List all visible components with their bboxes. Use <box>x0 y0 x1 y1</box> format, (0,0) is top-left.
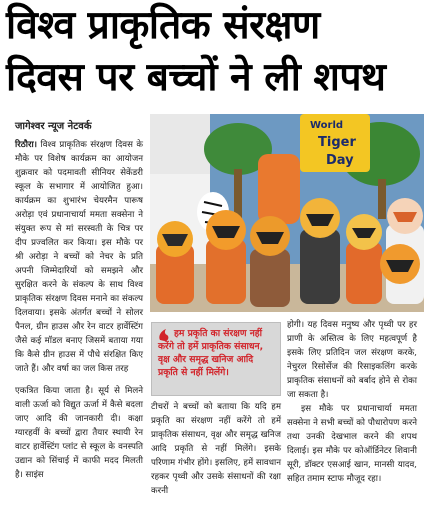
headline <box>6 0 420 104</box>
banner-text-2: Tiger <box>318 135 356 150</box>
article-column-3-para-1: होगी। यह दिवस मनुष्य और पृथ्वी पर हर प्राणी के अस्तित्व के लिए महत्वपूर्ण है इसके लिए प्रतिदिन जल संरक्षण करके, नेचुरल रिसोर्सेज की रिसाइकलिंग करके प्राकृतिक संसाधनों को बर्बाद होने से रोका जा सकता है। <box>287 320 417 400</box>
pull-quote-text: हम प्रकृति का संरक्षण नहीं करेंगे तो हमें प्राकृतिक संसाधन, वृक्ष और समृद्ध खनिज आदि प्रकृति से नहीं मिलेंगे। <box>158 328 264 378</box>
article-column-2: टीचरों ने बच्चों को बताया कि यदि हम प्रकृति का संरक्षण नहीं करेंगे तो हमें प्राकृतिक संसाधन, वृक्ष और समृद्ध खनिज आदि प्रकृति से नहीं मिलेंगे। इसके परिणाम गंभीर होंगे। इसलिए, हमें सावधान रहकर पृथ्वी और उसके संसाधनों की रक्षा करनी <box>151 402 281 496</box>
dateline: रिठौरा। <box>15 140 37 150</box>
banner-text-3: Day <box>326 153 354 168</box>
byline: जागेश्वर न्यूज नेटवर्क <box>15 121 92 132</box>
photo-illustration <box>150 114 424 312</box>
banner-text-1: World <box>310 120 344 131</box>
quote-mark-icon <box>157 328 171 342</box>
headline-line-2: दिवस पर बच्चों ने ली शपथ <box>6 55 386 100</box>
article-column-3 <box>287 318 417 486</box>
article-photo <box>150 114 424 312</box>
article-column-3-para-2: इस मौके पर प्रधानाचार्या ममता सक्सेना ने सभी बच्चों को पौधारोपण करने तथा उनकी देखभाल करने की शपथ दिलाई। इस मौके पर कोऑर्डिनेटर शिवानी सूरी, डॉक्टर एसआई खान, मानसी यादव, सहित तमाम स्टाफ मौजूद रहा। <box>287 404 417 484</box>
article-column-1-text: विश्व प्राकृतिक संरक्षण दिवस के मौके पर विशेष कार्यक्रम का आयोजन शुक्रवार को पदमावती सीनियर सेकेंडरी स्कूल के सभागार में आयोजित हुआ। कार्यक्रम का शुभारंभ चेयरमैन पारूष अरोड़ा एवं प्रधानाचार्या ममता सक्सेना ने संयुक्त रूप से मां सरस्वती के चित्र पर दीप प्रज्वलित कर किया। इस मौके पर श्री अरोड़ा ने बच्चों को नेचर के प्रति अपनी जिम्मेदारियों को समझने और सुरक्षित करने के संकल्प के साथ विश्व प्राकृतिक संरक्षण दिवस मनाने का संकल्प दिलवाया। इसके अंतर्गत बच्चों ने सोलर पैनल, ग्रीन हाउस और रेन वाटर हार्वेस्टिंग जैसे कई मॉडल बनाए जिसमें बताया गया कि कैसे ग्रीन हाउस में पौधे संरक्षित किए जाते हैं। और वर्षा का जल किस तरह <box>15 140 143 374</box>
headline-line-1: विश्व प्राकृतिक संरक्षण <box>6 3 320 48</box>
pull-quote <box>151 322 281 396</box>
article-column-1 <box>15 138 143 376</box>
article-column-1-continued: एकत्रित किया जाता है। सूर्य से मिलने वाली ऊर्जा को विद्युत ऊर्जा में कैसे बदला जाए आदि की जानकारी दी। कक्षा ग्यारहवीं के बच्चों द्वारा तैयार स्थायी रेन वाटर हार्वेस्टिंग प्लांट से स्कूल के वनस्पति उद्यान को सिंचाई में काफी मदद मिलती है। साइंस <box>15 386 143 480</box>
